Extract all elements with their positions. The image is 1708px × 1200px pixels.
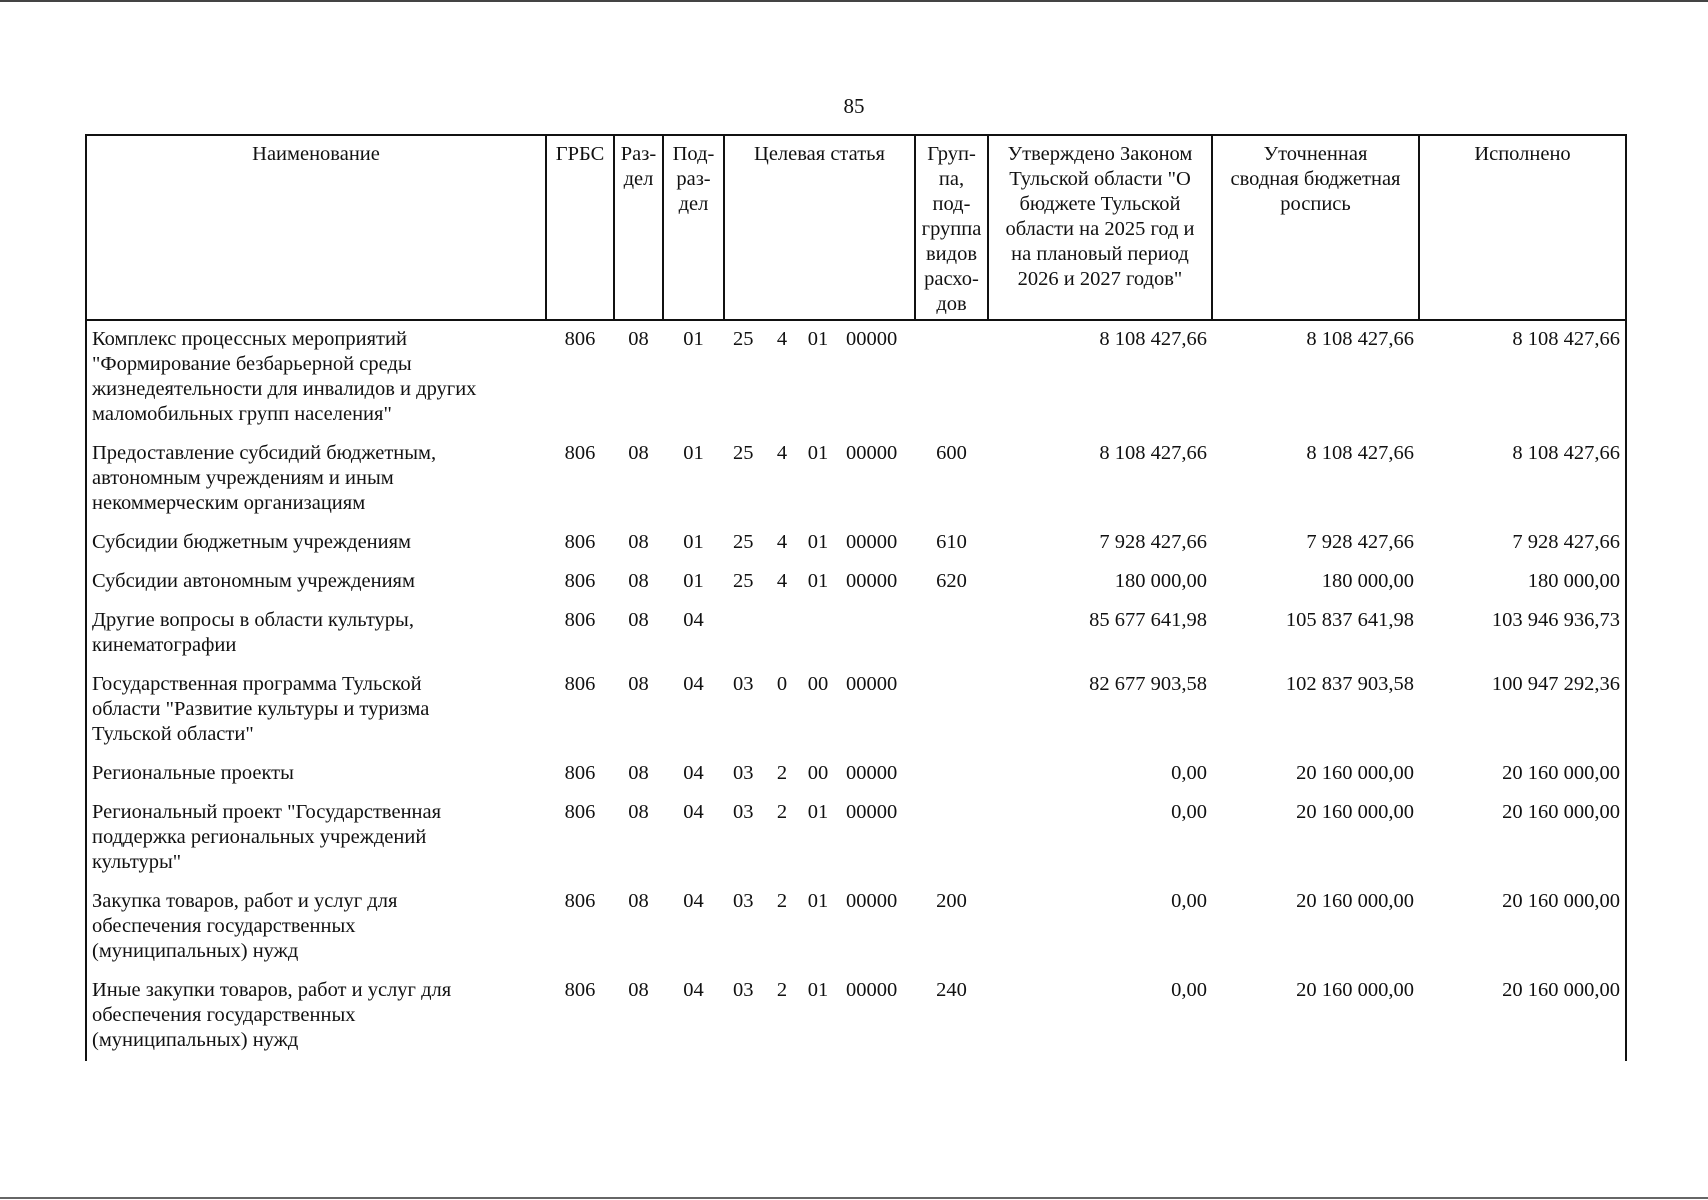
target-article-type: 4 <box>776 570 788 592</box>
row-expense-group: 200 <box>936 890 967 912</box>
row-grbs: 806 <box>564 979 596 1001</box>
row-refined-amount: 180 000,00 <box>1321 570 1414 592</box>
row-podrazdel: 01 <box>683 328 704 350</box>
header-razdel: Раз- дел <box>614 135 663 320</box>
row-executed-amount: 8 108 427,66 <box>1419 320 1626 435</box>
target-article-type: 2 <box>776 979 788 1001</box>
row-target-article <box>724 972 915 1061</box>
table-row <box>86 794 1626 883</box>
row-expense-group <box>915 602 988 666</box>
row-grbs: 806 <box>564 570 596 592</box>
row-expense-group: 620 <box>936 570 967 592</box>
target-article-program: 03 <box>733 890 754 912</box>
table-row <box>86 524 1626 563</box>
row-refined-amount: 20 160 000,00 <box>1296 890 1414 912</box>
target-article-element: 01 <box>807 890 829 912</box>
row-expense-group <box>915 794 988 883</box>
row-target-article <box>724 524 915 563</box>
row-refined-amount: 7 928 427,66 <box>1306 531 1414 553</box>
row-target-article <box>724 666 915 755</box>
header-executed: Исполнено <box>1419 135 1626 320</box>
row-grbs: 806 <box>564 673 596 695</box>
row-expense-group <box>915 320 988 435</box>
target-article-type: 2 <box>776 801 788 823</box>
row-name: Комплекс процессных мероприятий "Формирование безбарьерной среды жизнедеятельности для инвалидов и других маломобильных групп населения" <box>86 320 546 435</box>
table-body <box>86 320 1626 1061</box>
row-podrazdel: 04 <box>683 979 704 1001</box>
target-article-direction: 00000 <box>846 890 898 912</box>
header-podrazdel: Под- раз- дел <box>663 135 724 320</box>
row-approved-amount: 8 108 427,66 <box>1099 328 1207 350</box>
row-refined-amount: 20 160 000,00 <box>1296 762 1414 784</box>
row-executed-amount: 180 000,00 <box>1419 563 1626 602</box>
table-header-row <box>86 135 1626 320</box>
row-executed-amount: 103 946 936,73 <box>1419 602 1626 666</box>
row-podrazdel: 04 <box>683 762 704 784</box>
target-article-element: 01 <box>807 328 829 350</box>
row-razdel: 08 <box>628 570 649 592</box>
target-article-direction: 00000 <box>846 570 898 592</box>
row-grbs: 806 <box>564 328 596 350</box>
table-row <box>86 563 1626 602</box>
target-article-element: 01 <box>807 442 829 464</box>
row-name: Предоставление субсидий бюджетным, автономным учреждениям и иным некоммерческим организациям <box>86 435 546 524</box>
target-article-direction: 00000 <box>846 673 898 695</box>
table-row <box>86 755 1626 794</box>
row-name: Другие вопросы в области культуры, кинематографии <box>86 602 546 666</box>
row-podrazdel: 01 <box>683 531 704 553</box>
row-target-article <box>724 602 915 666</box>
target-article-program: 25 <box>733 570 754 592</box>
row-approved-amount: 0,00 <box>1171 890 1207 912</box>
row-expense-group <box>915 755 988 794</box>
target-article-program: 03 <box>733 762 754 784</box>
row-grbs: 806 <box>564 531 596 553</box>
target-article-element: 00 <box>807 762 829 784</box>
row-podrazdel: 04 <box>683 801 704 823</box>
row-refined-amount: 8 108 427,66 <box>1306 442 1414 464</box>
target-article-program: 25 <box>733 442 754 464</box>
target-article-program: 03 <box>733 673 754 695</box>
header-name: Наименование <box>86 135 546 320</box>
row-refined-amount: 102 837 903,58 <box>1285 673 1414 695</box>
target-article-program: 25 <box>733 328 754 350</box>
row-refined-amount: 8 108 427,66 <box>1306 328 1414 350</box>
target-article-program: 25 <box>733 531 754 553</box>
target-article-direction: 00000 <box>846 979 898 1001</box>
row-approved-amount: 8 108 427,66 <box>1099 442 1207 464</box>
target-article-type: 4 <box>776 328 788 350</box>
header-refined: Уточненная сводная бюджетная роспись <box>1212 135 1419 320</box>
row-name: Закупка товаров, работ и услуг для обеспечения государственных (муниципальных) нужд <box>86 883 546 972</box>
target-article-program: 03 <box>733 801 754 823</box>
bottom-border-line <box>0 1197 1708 1199</box>
row-executed-amount: 8 108 427,66 <box>1419 435 1626 524</box>
row-expense-group <box>915 666 988 755</box>
row-expense-group: 610 <box>936 531 967 553</box>
row-executed-amount: 20 160 000,00 <box>1419 972 1626 1061</box>
row-grbs: 806 <box>564 762 596 784</box>
row-razdel: 08 <box>628 762 649 784</box>
row-target-article <box>724 755 915 794</box>
row-name: Региональные проекты <box>86 755 546 794</box>
row-refined-amount: 105 837 641,98 <box>1285 609 1414 631</box>
target-article-element: 01 <box>807 570 829 592</box>
target-article-type: 2 <box>776 890 788 912</box>
target-article-type: 2 <box>776 762 788 784</box>
top-border-line <box>0 0 1708 2</box>
row-name: Субсидии бюджетным учреждениям <box>86 524 546 563</box>
table-row <box>86 666 1626 755</box>
row-razdel: 08 <box>628 979 649 1001</box>
row-executed-amount: 7 928 427,66 <box>1419 524 1626 563</box>
row-name: Субсидии автономным учреждениям <box>86 563 546 602</box>
row-approved-amount: 82 677 903,58 <box>1089 673 1207 695</box>
row-razdel: 08 <box>628 801 649 823</box>
row-grbs: 806 <box>564 442 596 464</box>
row-grbs: 806 <box>564 801 596 823</box>
row-podrazdel: 04 <box>683 673 704 695</box>
row-grbs: 806 <box>564 890 596 912</box>
header-expense-group: Груп- па, под- группа видов расхо- дов <box>915 135 988 320</box>
table-row <box>86 883 1626 972</box>
table-row <box>86 435 1626 524</box>
row-expense-group: 240 <box>936 979 967 1001</box>
target-article-direction: 00000 <box>846 328 898 350</box>
row-target-article <box>724 563 915 602</box>
table-row <box>86 972 1626 1061</box>
row-name: Региональный проект "Государственная поддержка региональных учреждений культуры" <box>86 794 546 883</box>
row-grbs: 806 <box>564 609 596 631</box>
row-target-article <box>724 794 915 883</box>
row-razdel: 08 <box>628 531 649 553</box>
row-razdel: 08 <box>628 328 649 350</box>
row-refined-amount: 20 160 000,00 <box>1296 801 1414 823</box>
row-razdel: 08 <box>628 442 649 464</box>
target-article-direction: 00000 <box>846 762 898 784</box>
row-razdel: 08 <box>628 609 649 631</box>
row-executed-amount: 20 160 000,00 <box>1419 794 1626 883</box>
row-approved-amount: 0,00 <box>1171 979 1207 1001</box>
target-article-direction: 00000 <box>846 531 898 553</box>
row-podrazdel: 04 <box>683 890 704 912</box>
target-article-element: 01 <box>807 801 829 823</box>
target-article-type: 4 <box>776 442 788 464</box>
target-article-element: 01 <box>807 531 829 553</box>
header-grbs: ГРБС <box>546 135 614 320</box>
row-approved-amount: 0,00 <box>1171 801 1207 823</box>
target-article-program: 03 <box>733 979 754 1001</box>
target-article-element: 01 <box>807 979 829 1001</box>
row-podrazdel: 04 <box>683 609 704 631</box>
row-razdel: 08 <box>628 890 649 912</box>
row-target-article <box>724 883 915 972</box>
row-executed-amount: 100 947 292,36 <box>1419 666 1626 755</box>
row-executed-amount: 20 160 000,00 <box>1419 755 1626 794</box>
row-executed-amount: 20 160 000,00 <box>1419 883 1626 972</box>
row-podrazdel: 01 <box>683 570 704 592</box>
row-target-article <box>724 320 915 435</box>
target-article-type: 0 <box>776 673 788 695</box>
row-name: Иные закупки товаров, работ и услуг для обеспечения государственных (муниципальных) нужд <box>86 972 546 1061</box>
target-article-direction: 00000 <box>846 801 898 823</box>
header-target-article: Целевая статья <box>724 135 915 320</box>
target-article-direction: 00000 <box>846 442 898 464</box>
table-row <box>86 320 1626 435</box>
row-razdel: 08 <box>628 673 649 695</box>
row-name: Государственная программа Тульской области "Развитие культуры и туризма Тульской области" <box>86 666 546 755</box>
target-article-element: 00 <box>807 673 829 695</box>
page-number: 85 <box>843 94 865 118</box>
row-approved-amount: 0,00 <box>1171 762 1207 784</box>
budget-table <box>85 134 1627 1061</box>
row-approved-amount: 85 677 641,98 <box>1089 609 1207 631</box>
row-target-article <box>724 435 915 524</box>
row-expense-group: 600 <box>936 442 967 464</box>
header-approved: Утверждено Законом Тульской области "О бюджете Тульской области на 2025 год и на плановый период 2026 и 2027 годов" <box>988 135 1212 320</box>
target-article-type: 4 <box>776 531 788 553</box>
table-row <box>86 602 1626 666</box>
row-podrazdel: 01 <box>683 442 704 464</box>
row-approved-amount: 7 928 427,66 <box>1099 531 1207 553</box>
row-approved-amount: 180 000,00 <box>1114 570 1207 592</box>
row-refined-amount: 20 160 000,00 <box>1296 979 1414 1001</box>
